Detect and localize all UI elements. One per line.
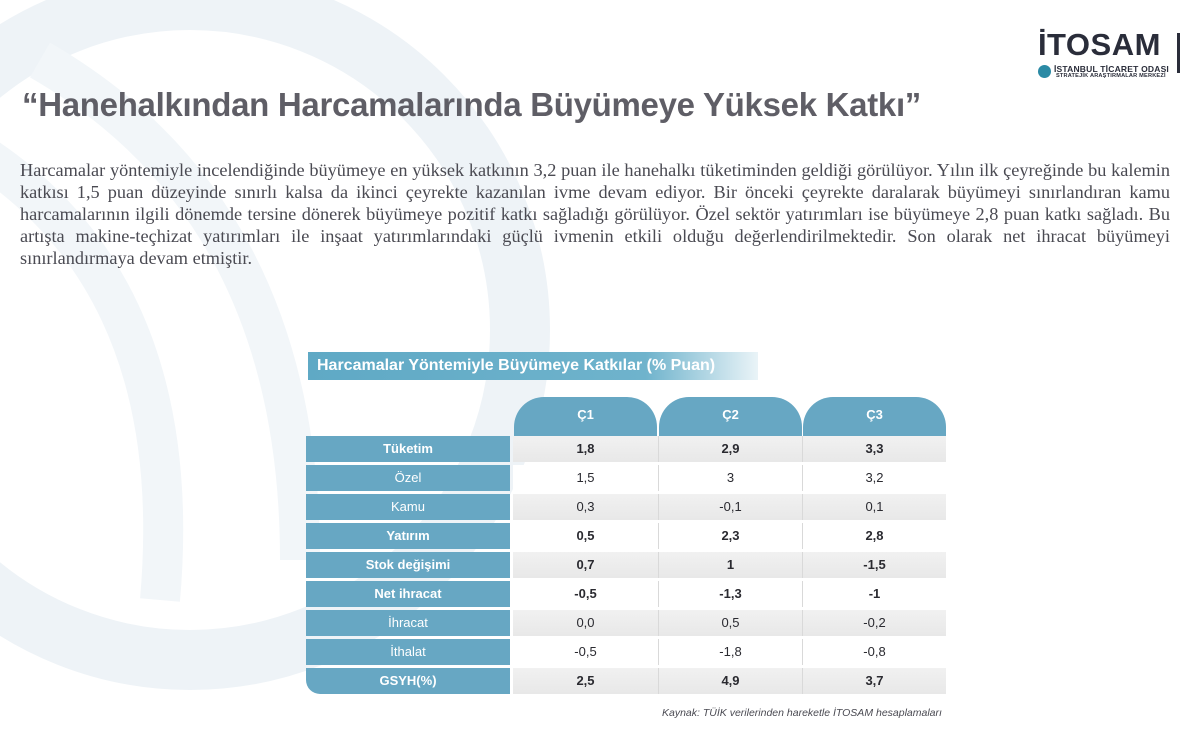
- table-cell: -0,2: [863, 615, 886, 630]
- table-cell: 0,3: [576, 499, 595, 514]
- row-label: Yatırım: [306, 523, 510, 549]
- table-cell: 2,8: [865, 528, 884, 543]
- column-divider: [658, 668, 659, 694]
- table-cell: -0,8: [863, 644, 886, 659]
- table-cell: -1,8: [719, 644, 742, 659]
- table-cell: 3,3: [865, 441, 884, 456]
- table-cell: 2,9: [721, 441, 740, 456]
- table-cell: -0,1: [719, 499, 742, 514]
- logo-chamber-name: İSTANBUL TİCARET ODASI: [1053, 63, 1169, 74]
- table-row: [306, 436, 946, 462]
- table-cell: -0,5: [574, 586, 597, 601]
- column-divider: [658, 581, 659, 607]
- table-cell: -1: [868, 586, 881, 601]
- column-divider: [802, 523, 803, 549]
- table-cell: 1,8: [576, 441, 595, 456]
- table-cell: 0,7: [576, 557, 595, 572]
- table-cell: 3: [726, 470, 735, 485]
- table-title: Harcamalar Yöntemiyle Büyümeye Katkılar (% Puan): [308, 352, 758, 380]
- column-divider: [802, 552, 803, 578]
- page-title: “Hanehalkından Harcamalarında Büyümeye Yüksek Katkı”: [22, 86, 922, 123]
- table-row: [306, 523, 946, 549]
- row-label: İhracat: [306, 610, 510, 636]
- table-cell: 0,1: [865, 499, 884, 514]
- table-cell: 3,7: [865, 673, 884, 688]
- column-header: Ç2: [659, 397, 802, 436]
- table-row: [306, 581, 946, 607]
- row-label: Net ihracat: [306, 581, 510, 607]
- table-cell: 4,9: [721, 673, 740, 688]
- body-paragraph: Harcamalar yöntemiyle incelendiğinde büyümeye en yüksek katkının 3,2 puan ile hanehalkı tüketiminden geldiği görülüyor. Yılın ilk çeyreğinde bu kalemin katkısı 1,5 puan düzeyinde sınırlı kalsa da ikinci çeyrekte kazanılan ivme devam ediyor. Bir önceki çeyrekte daralarak büyümeyi sınırlandıran kamu harcamalarının ilgili dönemde tersine dönerek büyümeye pozitif katkı sağladığı görülüyor. Özel sektör yatırımları ise büyümeye 2,8 puan katkı sağladı. Bu artışta makine-teçhizat yatırımları ile inşaat yatırımlarındaki güçlü ivmenin etkili olduğu değerlendirilmektedir. Son olarak net ihracat büyümeyi sınırlandırmaya devam etmiştir.: [20, 160, 1170, 268]
- table-cell: -1,5: [863, 557, 886, 572]
- table-row: [306, 610, 946, 636]
- table-cell: 2,5: [576, 673, 595, 688]
- row-label: Stok değişimi: [306, 552, 510, 578]
- column-header: Ç3: [803, 397, 946, 436]
- column-divider: [658, 465, 659, 491]
- source-note: Kaynak: TÜİK verilerinden hareketle İTOSAM hesaplamaları: [662, 707, 942, 719]
- logo-bar: [1177, 33, 1180, 73]
- row-label: Tüketim: [306, 436, 510, 462]
- column-divider: [658, 436, 659, 462]
- table-cell: 2,3: [721, 528, 740, 543]
- table-cell: 1: [726, 557, 735, 572]
- column-divider: [658, 552, 659, 578]
- column-divider: [802, 639, 803, 665]
- row-label: Kamu: [306, 494, 510, 520]
- column-divider: [658, 523, 659, 549]
- table-cell: -1,3: [719, 586, 742, 601]
- column-divider: [658, 610, 659, 636]
- row-label: İthalat: [306, 639, 510, 665]
- table-cell: 0,0: [576, 615, 595, 630]
- column-divider: [802, 465, 803, 491]
- logo-emblem-icon: [1038, 65, 1051, 78]
- table-cell: 0,5: [576, 528, 595, 543]
- row-label: Özel: [306, 465, 510, 491]
- row-label: GSYH(%): [306, 668, 510, 694]
- table-row: [306, 668, 946, 694]
- table-row: [306, 639, 946, 665]
- table-cell: 0,5: [721, 615, 740, 630]
- column-divider: [802, 494, 803, 520]
- table-cell: 1,5: [576, 470, 595, 485]
- column-header: Ç1: [514, 397, 657, 436]
- table-row: [306, 552, 946, 578]
- itosam-logo: [1037, 27, 1180, 79]
- column-divider: [658, 494, 659, 520]
- column-divider: [802, 610, 803, 636]
- logo-wordmark: İTOSAM: [1037, 27, 1161, 62]
- logo-center-name: STRATEJİK ARAŞTIRMALAR MERKEZİ: [1055, 73, 1166, 79]
- table-cell: 3,2: [865, 470, 884, 485]
- table-row: [306, 494, 946, 520]
- table-row: [306, 465, 946, 491]
- column-divider: [802, 668, 803, 694]
- column-divider: [658, 639, 659, 665]
- table-cell: -0,5: [574, 644, 597, 659]
- column-divider: [802, 436, 803, 462]
- column-divider: [802, 581, 803, 607]
